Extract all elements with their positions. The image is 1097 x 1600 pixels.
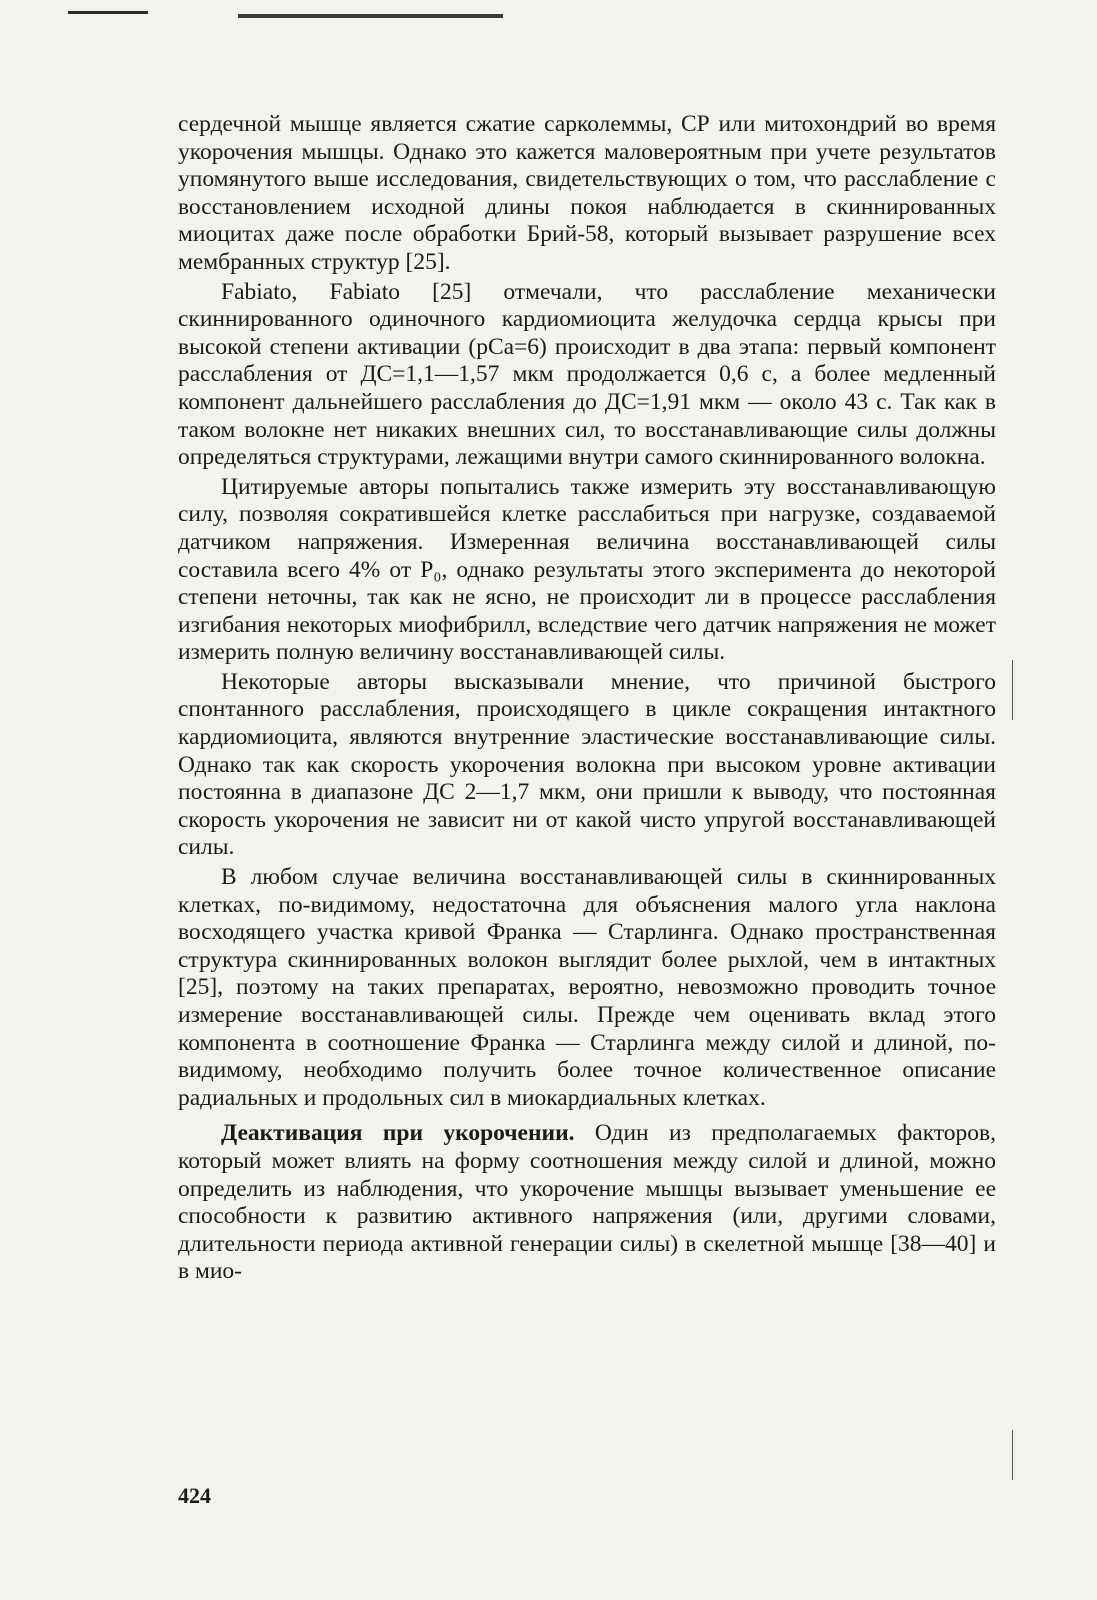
paragraph: Цитируемые авторы попытались также измерить эту восстанавливающую силу, позволяя сократившейся клетке расслабиться при нагрузке, создаваемой датчиком напряжения. Измеренная величина восстанавливающей силы составила всего 4% от P₀, однако результаты этого эксперимента до некоторой степени неточны, так как не ясно, не происходит ли в процессе расслабления изгибания некоторых миофибрилл, вследствие чего датчик напряжения не может измерить полную величину восстанавливающей силы.: [178, 473, 996, 666]
section-heading: Деактивация при укорочении.: [221, 1120, 575, 1147]
scan-artifact-top-left: [68, 11, 148, 14]
section-paragraph: [178, 1120, 996, 1286]
scan-artifact-margin-line: [1012, 1430, 1013, 1480]
page-number: 424: [178, 1483, 211, 1508]
scan-artifact-margin-line: [1012, 660, 1013, 720]
paragraph: В любом случае величина восстанавливающей силы в скиннированных клетках, по-видимому, недостаточна для объяснения малого угла наклона восходящего участка кривой Франка — Старлинга. Однако пространственная структура скиннированных волокон выглядит более рыхлой, чем в интактных [25], поэтому на таких препаратах, вероятно, невозможно проводить точное измерение восстанавливающей силы. Прежде чем оценивать вклад этого компонента в соотношение Франка — Старлинга между силой и длиной, по-видимому, необходимо получить более точное количественное описание радиальных и продольных сил в миокардиальных клетках.: [178, 864, 996, 1111]
paragraph: Fabiato, Fabiato [25] отмечали, что расслабление механически скиннированного одиночного кардиомиоцита желудочка сердца крысы при высокой степени активации (pCa=6) происходит в два этапа: первый компонент расслабления от ДС=1,1—1,57 мкм продолжается 0,6 с, а более медленный компонент дальнейшего расслабления до ДС=1,91 мкм — около 43 с. Так как в таком волокне нет никаких внешних сил, то восстанавливающие силы должны определяться структурами, лежащими внутри самого скиннированного волокна.: [178, 278, 996, 471]
section-text: Один из предполагаемых факторов, который может влиять на форму соотношения между силой и длиной, можно определить из наблюдения, что укорочение мышцы вызывает уменьшение ее способности к развитию активного напряжения (или, другими словами, длительности периода активной генерации силы) в скелетной мышце [38—40] и в мио-: [178, 1120, 997, 1285]
page-body: [178, 111, 996, 1288]
paragraph: Некоторые авторы высказывали мнение, что причиной быстрого спонтанного расслабления, происходящего в цикле сокращения интактного кардиомиоцита, являются внутренние эластические восстанавливающие силы. Однако так как скорость укорочения волокна при высоком уровне активации постоянна в диапазоне ДС 2—1,7 мкм, они пришли к выводу, что постоянная скорость укорочения не зависит ни от какой чисто упругой восстанавливающей силы.: [178, 668, 996, 861]
paragraph: сердечной мышце является сжатие сарколеммы, СР или митохондрий во время укорочения мышцы. Однако это кажется маловероятным при учете результатов упомянутого выше исследования, свидетельствующих о том, что расслабление с восстановлением исходной длины покоя наблюдается в скиннированных миоцитах даже после обработки Брий-58, который вызывает разрушение всех мембранных структур [25].: [178, 111, 996, 275]
scan-artifact-top-center: [238, 14, 503, 18]
